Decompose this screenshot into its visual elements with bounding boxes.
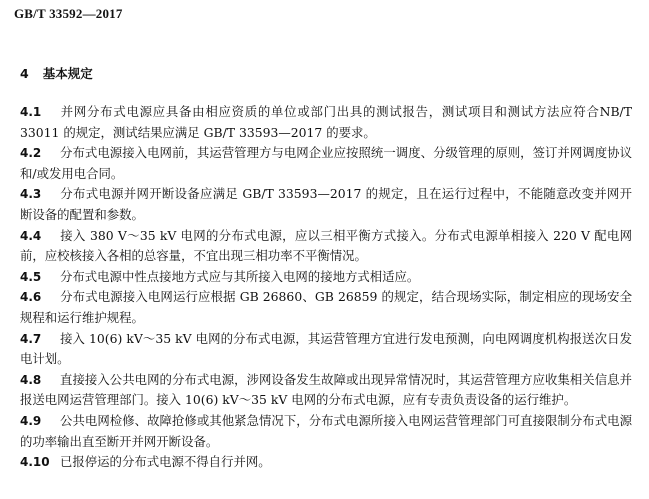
clause-4-10 bbox=[20, 452, 632, 473]
clause-text: 接入 380 V～35 kV 电网的分布式电源，应以三相平衡方式接入。分布式电源单相接入 220 V 配电网前，应校核接入各相的总容量，不宜出现三相功率不平衡情况。 bbox=[20, 227, 632, 264]
clause-number: 4.1 bbox=[20, 105, 42, 119]
clause-text: 分布式电源并网开断设备应满足 GB/T 33593—2017 的规定，且在运行过程中，不能随意改变并网开断设备的配置和参数。 bbox=[20, 186, 632, 222]
clause-text: 公共电网检修、故障抢修或其他紧急情况下，分布式电源所接入电网运营管理部门可直接限制分布式电源的功率输出直至断开并网开断设备。 bbox=[20, 412, 632, 449]
section-heading bbox=[20, 64, 93, 82]
clause-text: 已报停运的分布式电源不得自行并网。 bbox=[60, 454, 271, 470]
clause-4-9 bbox=[20, 411, 632, 452]
clause-number: 4.4 bbox=[20, 228, 42, 243]
clause-number: 4.10 bbox=[20, 455, 50, 470]
clause-text: 直接接入公共电网的分布式电源，涉网设备发生故障或出现异常情况时，其运营管理方应收集相关信息并报送电网运营管理部门。接入 10(6) kV～35 kV 电网的分布式电源，应有专责负责设备的运行维护。 bbox=[20, 371, 632, 408]
section-number: 4 bbox=[20, 66, 29, 81]
clause-4-2 bbox=[20, 143, 632, 184]
standard-code-header: GB/T 33592—2017 bbox=[14, 6, 123, 21]
clause-number: 4.8 bbox=[20, 372, 42, 387]
clause-4-5 bbox=[20, 267, 632, 288]
clause-4-8 bbox=[20, 370, 632, 411]
clause-4-3 bbox=[20, 184, 632, 225]
clause-4-1 bbox=[20, 102, 632, 143]
clause-number: 4.2 bbox=[20, 146, 42, 161]
clause-text: 分布式电源中性点接地方式应与其所接入电网的接地方式相适应。 bbox=[60, 268, 420, 284]
clause-text: 并网分布式电源应具备由相应资质的单位或部门出具的测试报告，测试项目和测试方法应符合NB/T 33011 的规定，测试结果应满足 GB/T 33593—2017 的要求。 bbox=[20, 104, 632, 140]
clause-text: 接入 10(6) kV～35 kV 电网的分布式电源，其运营管理方宜进行发电预测，向电网调度机构报送次日发电计划。 bbox=[20, 330, 632, 367]
clause-4-4 bbox=[20, 226, 632, 267]
clause-number: 4.6 bbox=[20, 290, 42, 305]
section-title: 基本规定 bbox=[42, 66, 93, 81]
clause-4-6 bbox=[20, 287, 632, 328]
clause-list bbox=[20, 102, 632, 473]
clause-number: 4.9 bbox=[20, 413, 42, 428]
clause-text: 分布式电源接入电网前，其运营管理方与电网企业应按照统一调度、分级管理的原则，签订并网调度协议和/或发用电合同。 bbox=[20, 145, 632, 181]
clause-4-7 bbox=[20, 329, 632, 370]
clause-number: 4.3 bbox=[20, 187, 42, 202]
clause-number: 4.5 bbox=[20, 269, 42, 284]
clause-text: 分布式电源接入电网运行应根据 GB 26860、GB 26859 的规定，结合现场实际，制定相应的现场安全规程和运行维护规程。 bbox=[20, 289, 632, 325]
clause-number: 4.7 bbox=[20, 331, 42, 346]
